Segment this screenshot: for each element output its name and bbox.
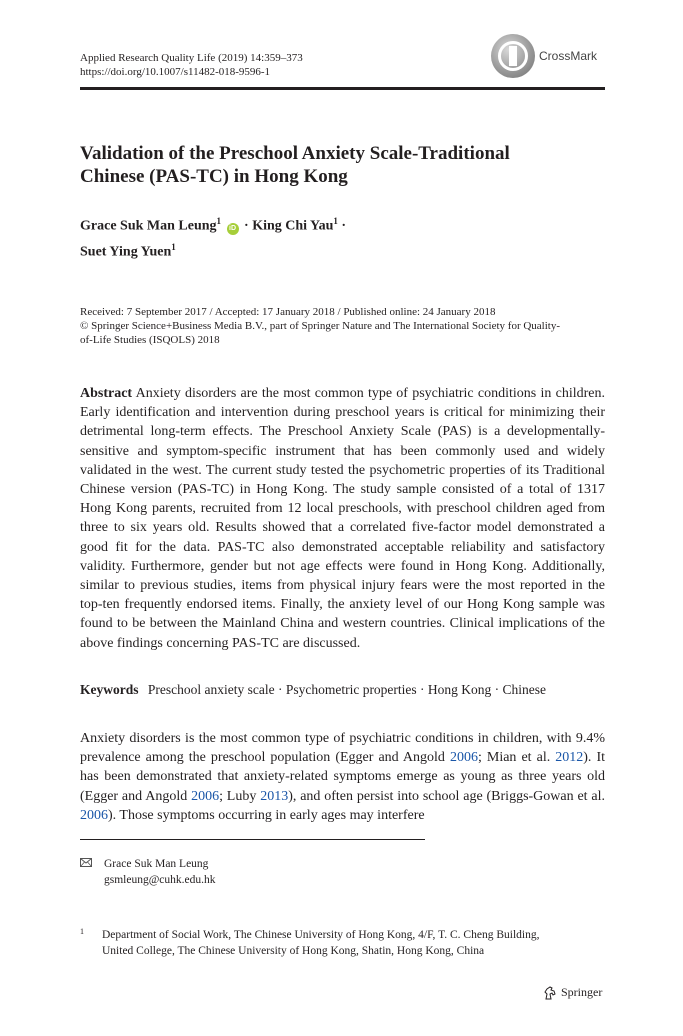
affiliation-marker: 1 — [333, 216, 338, 226]
title-line-1: Validation of the Preschool Anxiety Scale-Traditional — [80, 143, 510, 164]
copyright-line-2: of-Life Studies (ISQOLS) 2018 — [80, 334, 220, 346]
affiliation-line-1: Department of Social Work, The Chinese University of Hong Kong, 4/F, T. C. Cheng Building, — [102, 929, 540, 941]
keywords-text: Preschool anxiety scale · Psychometric properties · Hong Kong · Chinese — [147, 682, 547, 697]
springer-horse-icon — [543, 986, 557, 1000]
author-list — [80, 211, 600, 262]
article-title — [80, 142, 600, 188]
introduction-paragraph — [80, 729, 605, 825]
journal-citation — [80, 51, 303, 79]
corresponding-author-email[interactable]: gsmleung@cuhk.edu.hk — [104, 874, 216, 886]
envelope-icon — [80, 856, 94, 872]
affiliation-marker: 1 — [171, 241, 176, 252]
header-rule — [80, 87, 605, 90]
orcid-icon[interactable]: iD — [227, 223, 239, 235]
journal-line: Applied Research Quality Life (2019) 14:359–373 — [80, 52, 303, 64]
crossmark-label: CrossMark — [539, 49, 598, 63]
affiliation-number: 1 — [80, 927, 84, 936]
doi-link[interactable]: https://doi.org/10.1007/s11482-018-9596-1 — [80, 66, 271, 78]
body-text-segment: ), and often persist into school age (Briggs-Gowan et al. — [288, 788, 605, 804]
author-name[interactable]: Suet Ying Yuen — [80, 244, 172, 260]
body-text-segment: Anxiety disorders is the most common type of psychiatric conditions in children, with 9.4% prevalence among the preschool population (Egger and Angold — [80, 731, 605, 766]
author-name[interactable]: King Chi Yau — [252, 218, 334, 234]
dates-line: Received: 7 September 2017 / Accepted: 17 January 2018 / Published online: 24 January 2018 — [80, 306, 496, 318]
crossmark-badge[interactable] — [491, 33, 597, 79]
body-text-segment: ; Mian et al. — [477, 750, 556, 766]
crossmark-icon — [491, 34, 535, 78]
title-line-2: Chinese (PAS-TC) in Hong Kong — [80, 166, 348, 187]
abstract-text: Anxiety disorders are the most common type of psychiatric conditions in children. Early identification and intervention during preschool years is critical for minimizing their detrimental long-term effects. The Preschool Anxiety Scale (PAS) is a developmentally-sensitive and symptom-specific instrument that has been commonly used and widely validated in the west. The current study tested the psychometric properties of its Traditional Chinese version (PAS-TC) in Hong Kong. The study sample consisted of a total of 1317 Hong Kong parents, recruited from 12 local preschools, with preschool children aged from three to six years old. Results showed that a correlated five-factor model demonstrated a good fit for the data. PAS-TC also demonstrated acceptable reliability and satisfactory validity. Furthermore, gender but not age effects were found in Hong Kong. Additionally, similar to previous studies, items from physical injury fears were the most reported in the top-ten frequently endorsed items. Finally, the anxiety level of our Hong Kong sample was found to be between the Mainland China and western countries. Clinical implications of the above findings concerning PAS-TC are discussed. — [80, 386, 605, 651]
body-text-segment: ). Those symptoms occurring in early ages may interfere — [108, 807, 425, 823]
footnote-rule — [80, 839, 425, 840]
abstract — [80, 384, 605, 653]
citation-link[interactable]: 2013 — [260, 788, 289, 804]
affiliation-line-2: United College, The Chinese University of Hong Kong, Shatin, Hong Kong, China — [102, 945, 485, 957]
keywords — [80, 681, 605, 699]
body-text-segment: ; Luby — [219, 788, 261, 804]
author-separator: · — [337, 218, 347, 234]
author-name[interactable]: Grace Suk Man Leung — [80, 218, 217, 234]
affiliation-marker: 1 — [216, 216, 222, 226]
publication-history — [80, 305, 605, 347]
citation-link[interactable]: 2006 — [80, 807, 108, 823]
keywords-heading: Keywords — [80, 682, 139, 697]
correspondence — [80, 856, 216, 886]
body-text-segment: ). It has been demonstrated that anxiety-related symptoms emerge as young as three years old (Egger and Angold — [80, 750, 605, 804]
author-separator: · — [240, 218, 253, 234]
citation-link[interactable]: 2006 — [191, 788, 220, 804]
copyright-line-1: © Springer Science+Business Media B.V., part of Springer Nature and The International Society for Quality- — [80, 320, 561, 332]
affiliation — [80, 927, 605, 959]
abstract-heading: Abstract — [80, 386, 133, 401]
publisher-logo — [543, 985, 602, 1000]
citation-link[interactable]: 2012 — [555, 750, 584, 766]
publisher-name: Springer — [561, 985, 603, 999]
citation-link[interactable]: 2006 — [449, 750, 478, 766]
corresponding-author-name: Grace Suk Man Leung — [104, 858, 209, 870]
